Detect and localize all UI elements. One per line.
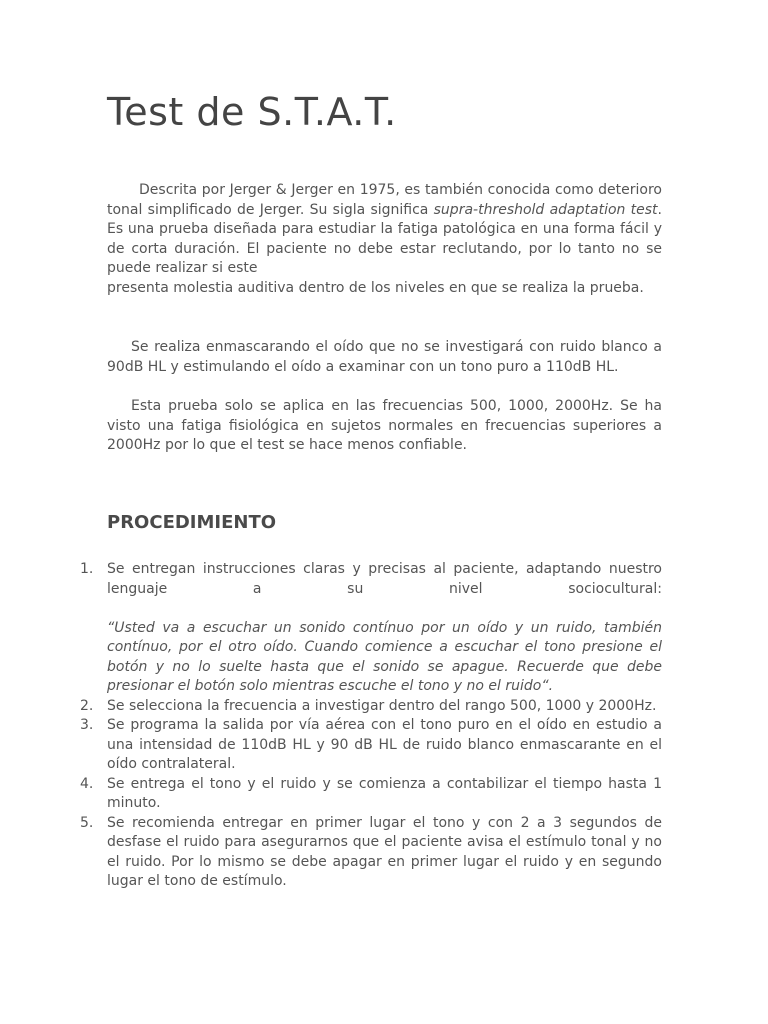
list-item xyxy=(80,560,662,697)
intro-p2-text: Se realiza enmascarando el oído que no se investigará con ruido blanco a 90dB HL y estimulando el oído a examinar con un tono puro a 110dB HL. xyxy=(107,339,662,375)
list-item xyxy=(80,716,662,775)
intro-p3-text: Esta prueba solo se aplica en las frecuencias 500, 1000, 2000Hz. Se ha visto una fatiga fisiológica en sujetos normales en frecuencias superiores a 2000Hz por lo que el test se hace menos confiable. xyxy=(107,398,662,453)
intro-p1-text-a: Descrita por Jerger & Jerger en 1975, es también conocida como deterioro tonal simplificado de Jerger. Su sigla significa xyxy=(107,182,662,218)
intro-p1-italic: supra-threshold adaptation test xyxy=(433,201,658,218)
document-title: Test de S.T.A.T. xyxy=(107,90,397,134)
intro-p1-text-b: . Es una prueba diseñada para estudiar la fatiga patológica en una forma fácil y de corta duración. El paciente no debe estar reclutando, por lo tanto no se puede realizar si este xyxy=(107,201,662,276)
intro-paragraph-1 xyxy=(107,181,662,298)
list-item-number: 4. xyxy=(80,775,94,792)
list-item-number: 5. xyxy=(80,814,94,831)
list-item-text: Se entrega el tono y el ruido y se comienza a contabilizar el tiempo hasta 1 minuto. xyxy=(107,775,662,811)
list-item-text: Se recomienda entregar en primer lugar el tono y con 2 a 3 segundos de desfase el ruido para asegurarnos que el paciente avisa el estímulo tonal y no el ruido. Por lo mismo se debe apagar en primer lugar el ruido y en segundo lugar el tono de estímulo. xyxy=(107,814,662,889)
list-item-number: 2. xyxy=(80,697,94,714)
list-item-number: 3. xyxy=(80,717,94,733)
list-item-text: Se selecciona la frecuencia a investigar dentro del rango 500, 1000 y 2000Hz. xyxy=(107,697,657,714)
intro-p1-text-c: presenta molestia auditiva dentro de los niveles en que se realiza la prueba. xyxy=(107,279,644,296)
list-item xyxy=(80,697,662,717)
intro-paragraph-2 xyxy=(107,338,662,377)
procedure-list xyxy=(80,560,662,892)
list-item-text: Se programa la salida por vía aérea con el tono puro en el oído en estudio a una intensidad de 110dB HL y 90 dB HL de ruido blanco enmascarante en el oído contralateral. xyxy=(107,717,662,772)
list-item xyxy=(80,814,662,892)
list-item xyxy=(80,775,662,814)
list-item-number: 1. xyxy=(80,561,94,577)
section-heading: PROCEDIMIENTO xyxy=(107,512,277,533)
list-item-text: Se entregan instrucciones claras y precisas al paciente, adaptando nuestro lenguaje a su nivel sociocultural: xyxy=(107,561,662,597)
instruction-quote: “Usted va a escuchar un sonido contínuo por un oído y un ruido, también contínuo, por el otro oído. Cuando comience a escuchar el tono presione el botón y no lo suelte hasta que el sonido se apague. Recuerde que debe presionar el botón solo mientras escuche el tono y no el ruido“. xyxy=(107,619,662,694)
intro-paragraph-3 xyxy=(107,397,662,456)
